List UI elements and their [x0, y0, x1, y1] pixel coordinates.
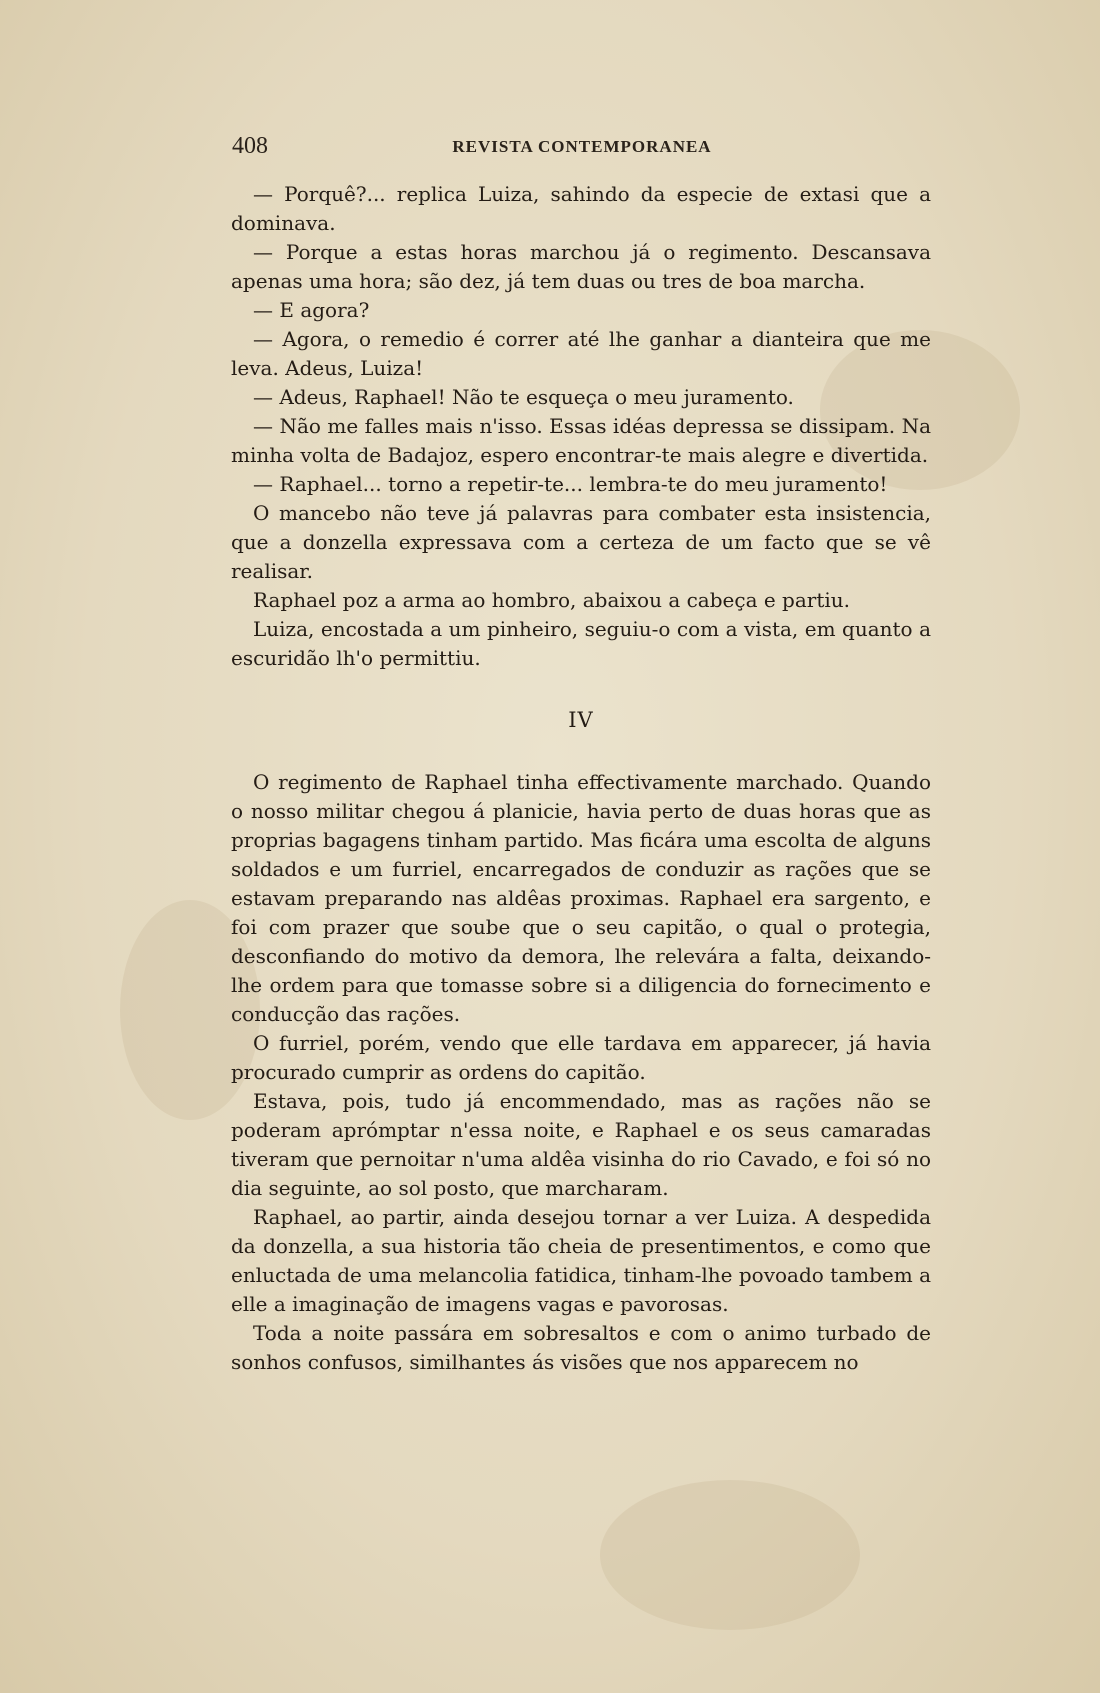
paragraph: — Porquê?... replica Luiza, sahindo da especie de extasi que a dominava. [231, 182, 931, 235]
paragraph: — Não me falles mais n'isso. Essas idéas depressa se dissipam. Na minha volta de Badajoz, espero encontrar-te mais alegre e divertida. [231, 414, 931, 467]
page-header [232, 133, 932, 163]
paragraph: — E agora? [253, 298, 370, 322]
paragraph: Estava, pois, tudo já encommendado, mas as rações não se poderam aprómptar n'essa noite, e Raphael e os seus camaradas tiveram que pernoitar n'uma aldêa visinha do rio Cavado, e foi só no dia seguinte, ao sol posto, que marcharam. [231, 1089, 931, 1200]
paragraph: O mancebo não teve já palavras para combater esta insistencia, que a donzella expressava com a certeza de um facto que se vê realisar. [231, 501, 931, 583]
section-number: IV [568, 708, 594, 732]
paragraph: Luiza, encostada a um pinheiro, seguiu-o com a vista, em quanto a escuridão lh'o permittiu. [231, 617, 931, 670]
page-number: 408 [232, 133, 268, 159]
paragraph: Toda a noite passára em sobresaltos e com o animo turbado de sonhos confusos, similhantes ás visões que nos apparecem no [231, 1321, 931, 1374]
paragraph: — Porque a estas horas marchou já o regimento. Descansava apenas uma hora; são dez, já tem duas ou tres de boa marcha. [231, 240, 931, 293]
paragraph: — Raphael... torno a repetir-te... lembra-te do meu juramento! [253, 472, 888, 496]
paragraph: Raphael poz a arma ao hombro, abaixou a cabeça e partiu. [253, 588, 851, 612]
paragraph: Raphael, ao partir, ainda desejou tornar a ver Luiza. A despedida da donzella, a sua historia tão cheia de presentimentos, e como que enluctada de uma melancolia fatidica, tinham-lhe povoado tambem a elle a imaginação de imagens vagas e pavorosas. [231, 1205, 931, 1316]
paragraph: O furriel, porém, vendo que elle tardava em apparecer, já havia procurado cumprir as ordens do capitão. [231, 1031, 931, 1084]
paragraph: — Adeus, Raphael! Não te esqueça o meu juramento. [253, 385, 794, 409]
running-title: REVISTA CONTEMPORANEA [452, 137, 712, 156]
body-text [231, 180, 931, 1377]
paper-stain [600, 1480, 860, 1630]
paragraph: O regimento de Raphael tinha effectivamente marchado. Quando o nosso militar chegou á planicie, havia perto de duas horas que as proprias bagagens tinham partido. Mas ficára uma escolta de alguns soldados e um furriel, encarregados de conduzir as rações que se estavam preparando nas aldêas proximas. Raphael era sargento, e foi com prazer que soube que o seu capitão, o qual o protegia, desconfiando do motivo da demora, lhe relevára a falta, deixando-lhe ordem para que tomasse sobre si a diligencia do fornecimento e conducção das rações. [231, 770, 931, 1026]
paragraph: — Agora, o remedio é correr até lhe ganhar a dianteira que me leva. Adeus, Luiza! [231, 327, 931, 380]
